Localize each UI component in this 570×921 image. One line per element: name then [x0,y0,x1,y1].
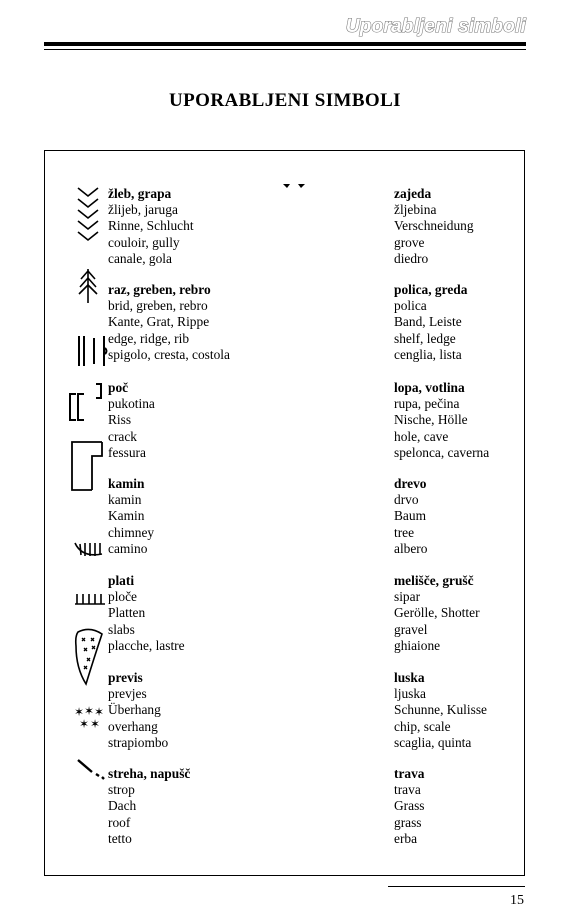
term-translation: erba [394,830,418,846]
symbol-entry [108,380,155,461]
term-translation: albero [394,540,428,556]
term-slovene: zajeda [394,186,432,201]
term-translation: Riss [108,412,132,428]
svg-text:✶: ✶ [79,717,90,731]
gully-symbol [76,186,102,246]
term-translation: spelonca, caverna [394,444,490,460]
symbol-entry [108,766,190,847]
grass-symbol [74,540,106,560]
term-translation: diedro [394,250,429,266]
symbol-entry [108,476,154,557]
term-translation: Gerölle, Shotter [394,605,480,621]
footer-rule [388,886,525,887]
term-translation: Grass [394,798,425,814]
symbol-entry [394,186,474,267]
term-translation: crack [108,428,137,444]
slabs-symbol [74,592,106,606]
term-translation: roof [108,814,131,830]
term-translation: ghiaione [394,637,441,653]
page-title: UPORABLJENI SIMBOLI [169,90,401,111]
term-translation: tree [394,524,415,540]
symbol-entry [394,670,487,751]
svg-text:✶: ✶ [84,706,95,718]
term-translation: gravel [394,621,428,637]
symbol-entry [394,282,467,363]
term-translation: sipar [394,589,421,605]
term-translation: Baum [394,508,426,524]
tree-symbol [76,268,100,304]
svg-text:✶: ✶ [90,717,101,731]
term-translation: ploče [108,589,137,605]
symbol-entry [394,380,489,461]
term-translation: žljebina [394,202,437,218]
term-translation: couloir, gully [108,234,180,250]
term-translation: canale, gola [108,250,172,266]
term-translation: Kante, Grat, Rippe [108,314,210,330]
term-translation: brid, greben, rebro [108,298,208,314]
term-slovene: raz, greben, rebro [108,282,211,297]
term-slovene: drevo [394,476,427,491]
term-translation: Kamin [108,508,145,524]
term-slovene: poč [108,380,129,395]
term-translation: cenglia, lista [394,346,462,362]
term-slovene: polica, greda [394,282,468,297]
term-translation: chip, scale [394,718,451,734]
term-slovene: luska [394,670,425,685]
term-slovene: plati [108,573,135,588]
term-translation: strop [108,782,135,798]
symbol-entry [394,476,427,557]
term-translation: tetto [108,830,132,846]
header-rule-thin [44,49,526,50]
page-number: 15 [510,893,524,908]
term-translation: strapiombo [108,734,169,750]
term-translation: edge, ridge, rib [108,330,190,346]
term-translation: grass [394,814,422,830]
symbol-entry [394,573,480,654]
symbol-entry [108,670,168,751]
term-translation: polica [394,298,427,314]
ridge-symbol [76,334,110,368]
term-translation: scaglia, quinta [394,734,472,750]
term-slovene: previs [108,670,143,685]
term-translation: Verschneidung [394,218,474,234]
svg-text:✶: ✶ [94,706,105,719]
term-translation: prevjes [108,686,147,702]
term-slovene: trava [394,766,425,781]
term-translation: shelf, ledge [394,330,456,346]
term-translation: žlijeb, jaruga [108,202,178,218]
term-translation: camino [108,540,148,556]
term-translation: Schunne, Kulisse [394,702,487,718]
term-translation: rupa, pečina [394,396,460,412]
term-slovene: streha, napušč [108,766,191,781]
term-translation: Band, Leiste [394,314,462,330]
symbol-entry [108,186,194,267]
header-rule-thick [44,42,526,46]
term-translation: trava [394,782,421,798]
symbol-entry [108,573,185,654]
term-translation: placche, lastre [108,637,185,653]
term-translation: Rinne, Schlucht [108,218,194,234]
crack-symbol [68,382,108,430]
term-slovene: lopa, votlina [394,380,465,395]
term-translation: chimney [108,524,155,540]
term-slovene: melišče, grušč [394,573,474,588]
roof-symbol [76,758,106,780]
term-slovene: žleb, grapa [108,186,172,201]
symbol-entry [108,282,230,363]
svg-text:✶: ✶ [74,706,85,719]
cave-symbol [70,440,106,492]
term-translation: Nische, Hölle [394,412,468,428]
term-translation: ljuska [394,686,426,702]
scree-symbol [72,628,106,686]
running-title: Uporabljeni simboli [345,16,526,37]
term-translation: Dach [108,798,137,814]
term-translation: spigolo, cresta, costola [108,346,230,362]
term-translation: kamin [108,492,142,508]
symbol-entry [394,766,425,847]
term-translation: hole, cave [394,428,449,444]
groove-symbol [282,182,306,190]
term-translation: grove [394,234,425,250]
term-translation: fessura [108,444,146,460]
term-translation: Überhang [108,702,161,718]
term-translation: slabs [108,621,135,637]
term-translation: overhang [108,718,158,734]
chip-symbol [72,706,106,732]
term-translation: pukotina [108,396,155,412]
term-translation: Platten [108,605,146,621]
term-translation: drvo [394,492,419,508]
term-slovene: kamin [108,476,145,491]
